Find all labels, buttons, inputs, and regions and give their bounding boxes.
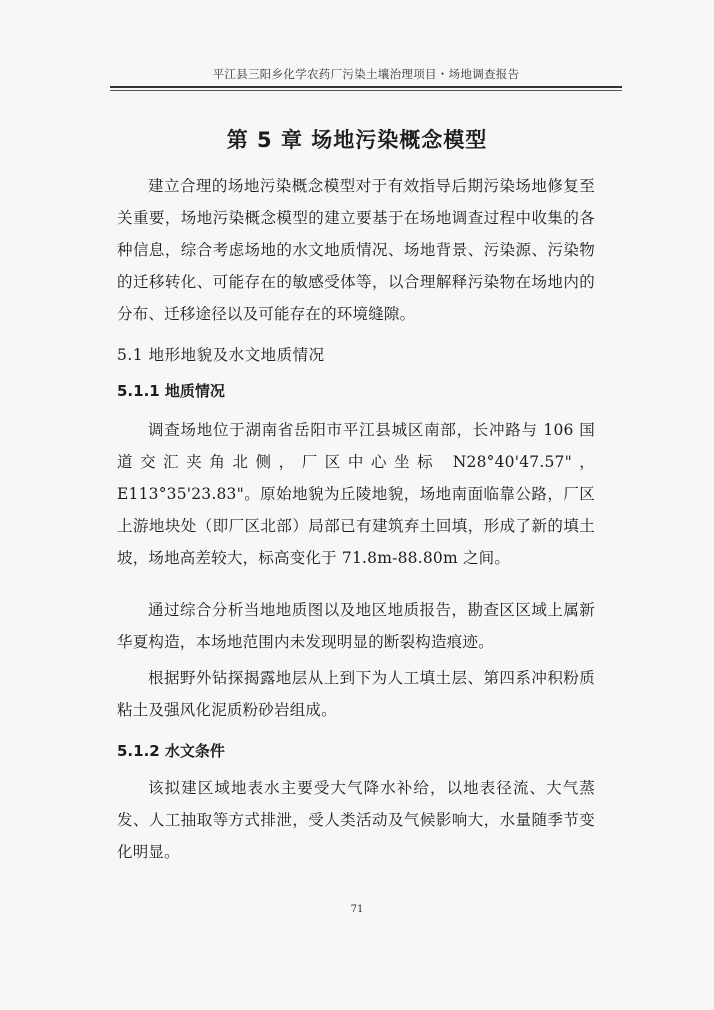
chapter-title: 第 5 章 场地污染概念模型 [226, 128, 488, 152]
geology-paragraph-3: 根据野外钻探揭露地层从上到下为人工填土层、第四系冲积粉质粘土及强风化泥质粉砂岩组成。 [117, 669, 595, 719]
section-heading-5-1-1: 5.1.1 地质情况 [117, 382, 225, 400]
geology-paragraph-1: 调查场地位于湖南省岳阳市平江县城区南部，长冲路与 106 国道交汇夹角北侧，厂区中心坐标 N28°40'47.57"，E113°35'23.83"。原始地貌为丘陵地貌，场地南面临靠公路，厂区上游地块处（即厂区北部）局部已有建筑弃土回填，形成了新的填土坡，场地高差较大，标高变化于 71.8m-88.80m 之间。 [117, 421, 595, 567]
hydrology-paragraph: 该拟建区域地表水主要受大气降水补给，以地表径流、大气蒸发、人工抽取等方式排泄，受人类活动及气候影响大，水量随季节变化明显。 [117, 779, 595, 861]
header-rule-thin [110, 90, 622, 91]
chapter-intro-paragraph: 建立合理的场地污染概念模型对于有效指导后期污染场地修复至关重要，场地污染概念模型的建立要基于在场地调查过程中收集的各种信息，综合考虑场地的水文地质情况、场地背景、污染源、污染物的迁移转化、可能存在的敏感受体等，以合理解释污染物在场地内的分布、迁移途径以及可能存在的环境缝隙。 [117, 177, 595, 323]
section-heading-5-1-2: 5.1.2 水文条件 [117, 742, 225, 760]
page-number: 71 [350, 904, 364, 915]
section-heading-5-1: 5.1 地形地貌及水文地质情况 [117, 346, 325, 364]
header-rule-thick [110, 86, 622, 88]
geology-paragraph-2: 通过综合分析当地地质图以及地区地质报告，勘查区区域上属新华夏构造，本场地范围内未发现明显的断裂构造痕迹。 [117, 601, 595, 651]
running-header: 平江县三阳乡化学农药厂污染土壤治理项目・场地调查报告 [212, 67, 520, 81]
